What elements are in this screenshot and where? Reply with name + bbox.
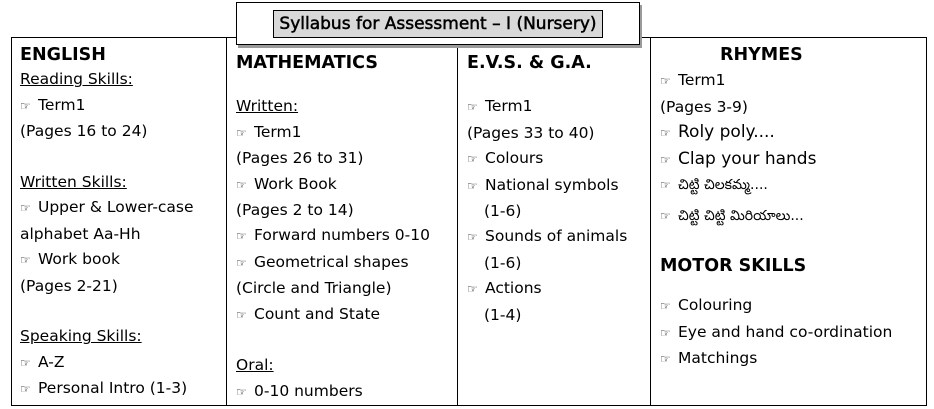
pointing-hand-icon: ☞ xyxy=(236,229,247,244)
list-item: ☞ Actions xyxy=(467,276,649,302)
list-item: ☞ Sounds of animals xyxy=(467,224,649,250)
list-item: ☞ Eye and hand co-ordination xyxy=(660,320,925,346)
list-item: ☞ Term1 xyxy=(660,68,925,94)
list-item: ☞ చిట్టి చిలకమ్మ.... xyxy=(660,173,925,198)
column-divider xyxy=(650,37,651,406)
pointing-hand-icon: ☞ xyxy=(20,382,31,397)
written-label: Written: xyxy=(236,97,299,116)
mathematics-column xyxy=(236,37,456,406)
pointing-hand-icon: ☞ xyxy=(236,307,247,322)
pointing-hand-icon: ☞ xyxy=(20,201,31,216)
list-item: ☞ Matchings xyxy=(660,346,925,372)
pointing-hand-icon: ☞ xyxy=(20,98,31,113)
pointing-hand-icon: ☞ xyxy=(660,299,671,314)
list-item: ☞ 0-10 numbers xyxy=(236,379,456,405)
pointing-hand-icon: ☞ xyxy=(467,152,478,167)
reading-skills-label: Reading Skills: xyxy=(20,70,133,89)
pointing-hand-icon: ☞ xyxy=(467,100,478,115)
pointing-hand-icon: ☞ xyxy=(467,230,478,245)
title-box xyxy=(236,2,640,45)
list-item: ☞ Count and State xyxy=(236,302,456,328)
pointing-hand-icon: ☞ xyxy=(20,355,31,370)
list-item: (1-6) xyxy=(484,253,522,272)
list-item: ☞ Forward numbers 0-10 xyxy=(236,223,456,249)
list-item: ☞ Upper & Lower-case xyxy=(20,195,225,221)
pointing-hand-icon: ☞ xyxy=(467,282,478,297)
pointing-hand-icon: ☞ xyxy=(236,384,247,399)
motor-skills-heading: MOTOR SKILLS xyxy=(660,255,807,276)
pointing-hand-icon: ☞ xyxy=(236,255,247,270)
column-divider xyxy=(457,37,458,406)
pointing-hand-icon: ☞ xyxy=(236,125,247,140)
list-item: ☞ Term1 xyxy=(236,120,456,146)
pointing-hand-icon: ☞ xyxy=(660,352,671,367)
column-divider xyxy=(226,37,227,406)
list-item: ☞ Colouring xyxy=(660,293,925,319)
english-heading: ENGLISH xyxy=(20,45,106,65)
list-item: ☞ Term1 xyxy=(467,94,649,120)
list-item: (Pages 33 to 40) xyxy=(467,123,595,142)
mathematics-heading: MATHEMATICS xyxy=(236,53,378,73)
page-title: Syllabus for Assessment – I (Nursery) xyxy=(273,10,602,38)
oral-label: Oral: xyxy=(236,356,274,375)
list-item: ☞ చిట్టి చిట్టి మిరియాలు... xyxy=(660,204,925,229)
list-item: (Pages 3-9) xyxy=(660,97,748,116)
list-item: ☞ A-Z xyxy=(20,350,225,376)
list-item: ☞ Roly poly.... xyxy=(660,120,925,146)
list-item: ☞ Term1 xyxy=(20,93,225,119)
list-item: ☞ Clap your hands xyxy=(660,147,925,173)
evs-heading: E.V.S. & G.A. xyxy=(467,53,592,73)
list-item: (Pages 26 to 31) xyxy=(236,149,364,168)
list-item: ☞ National symbols xyxy=(467,173,649,199)
list-item: (Pages 2 to 14) xyxy=(236,201,354,220)
english-column xyxy=(20,37,225,406)
pointing-hand-icon: ☞ xyxy=(660,126,671,141)
list-item: ☞ Geometrical shapes xyxy=(236,250,456,276)
rhymes-heading: RHYMES xyxy=(720,45,803,65)
list-item: ☞ Work Book xyxy=(236,172,456,198)
pointing-hand-icon: ☞ xyxy=(660,74,671,89)
pointing-hand-icon: ☞ xyxy=(20,253,31,268)
written-skills-label: Written Skills: xyxy=(20,173,127,192)
list-item: ☞ Personal Intro (1-3) xyxy=(20,376,225,402)
list-item: ☞ Work book xyxy=(20,247,225,273)
list-item: ☞ Colours xyxy=(467,146,649,172)
evs-column xyxy=(467,37,649,406)
pointing-hand-icon: ☞ xyxy=(467,178,478,193)
list-item: (Pages 16 to 24) xyxy=(20,122,148,141)
list-item: (1-4) xyxy=(484,305,522,324)
speaking-skills-label: Speaking Skills: xyxy=(20,327,142,346)
list-item: (1-6) xyxy=(484,202,522,221)
pointing-hand-icon: ☞ xyxy=(236,177,247,192)
rhymes-column xyxy=(660,37,925,406)
pointing-hand-icon: ☞ xyxy=(660,209,671,224)
pointing-hand-icon: ☞ xyxy=(660,178,671,193)
pointing-hand-icon: ☞ xyxy=(660,152,671,167)
list-item: alphabet Aa-Hh xyxy=(20,224,141,243)
pointing-hand-icon: ☞ xyxy=(660,325,671,340)
list-item: (Circle and Triangle) xyxy=(236,279,392,298)
list-item: (Pages 2-21) xyxy=(20,276,118,295)
